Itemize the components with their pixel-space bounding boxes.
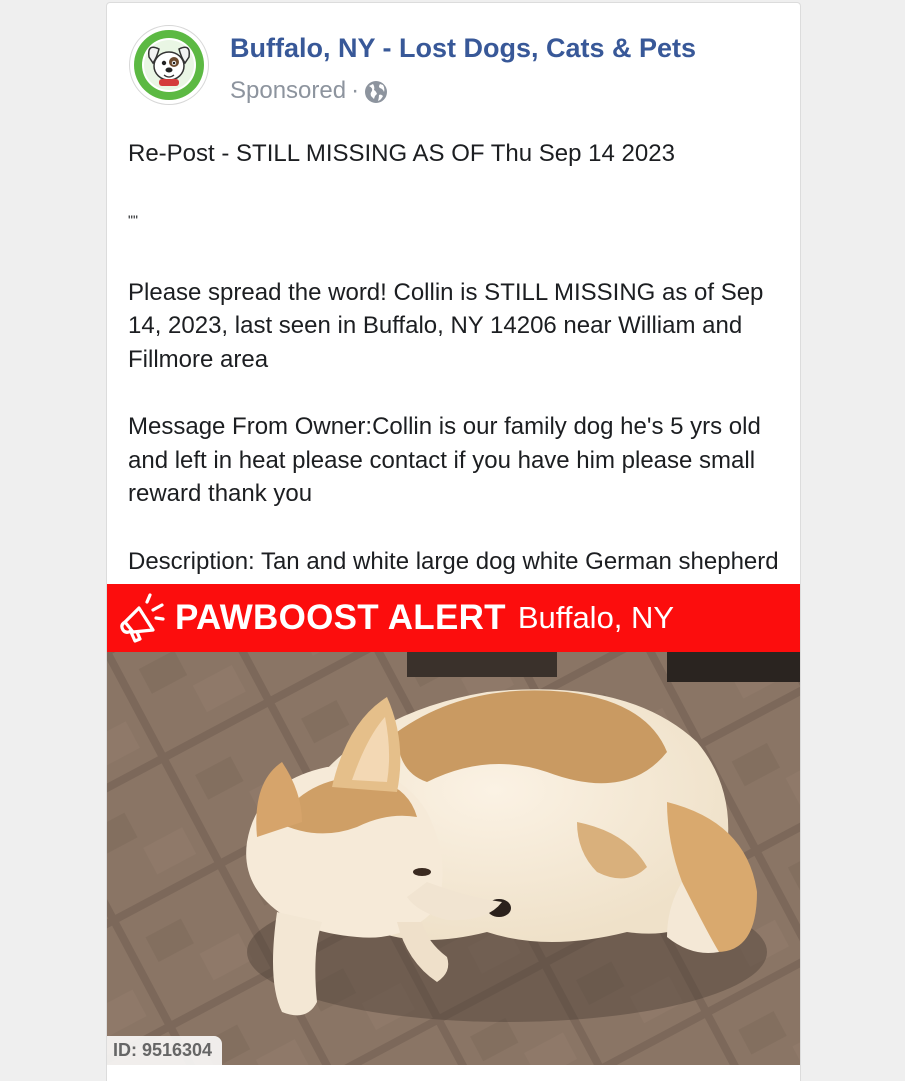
meta-separator: ·: [351, 77, 360, 104]
post-body-text: [128, 137, 788, 578]
pawboost-alert-banner[interactable]: [107, 584, 800, 652]
post-line-quote: "": [128, 211, 138, 228]
lost-dog-photo[interactable]: [107, 652, 800, 1065]
alert-location: Buffalo, NY: [517, 600, 675, 635]
cartoon-dog-logo-icon: [133, 29, 205, 101]
post-meta: [230, 77, 389, 105]
sponsored-label[interactable]: Sponsored: [230, 77, 347, 104]
page-avatar[interactable]: [129, 25, 209, 105]
post-line-repost: Re-Post - STILL MISSING AS OF Thu Sep 14 2023: [128, 140, 675, 167]
sponsored-post-card: [106, 2, 801, 1081]
alert-title: PAWBOOST ALERT: [175, 598, 506, 637]
alert-id-badge: ID: 9516304: [107, 1036, 222, 1065]
post-paragraph-owner-message: Message From Owner:Collin is our family dog he's 5 yrs old and left in heat please contact if you have him please small reward thank you: [128, 413, 761, 507]
globe-icon[interactable]: [363, 79, 389, 105]
post-paragraph-description: Description: Tan and white large dog white German shepherd: [128, 547, 779, 575]
megaphone-icon: [117, 592, 165, 644]
post-header: [107, 3, 800, 118]
page-name-link[interactable]: Buffalo, NY - Lost Dogs, Cats & Pets: [230, 33, 697, 63]
post-paragraph-missing: Please spread the word! Collin is STILL MISSING as of Sep 14, 2023, last seen in Buffalo, NY 14206 near William and Fillmore area: [128, 278, 764, 373]
